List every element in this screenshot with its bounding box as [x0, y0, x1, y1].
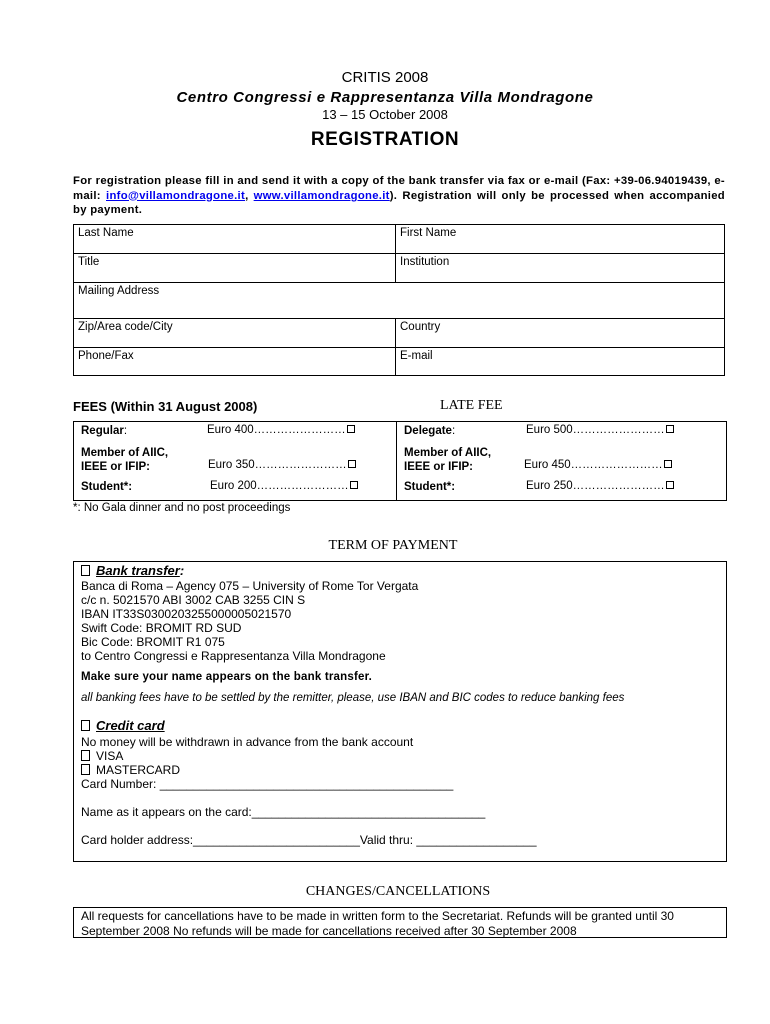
name-note: Make sure your name appears on the bank transfer.: [81, 671, 373, 683]
bank-transfer-colon: :: [179, 563, 185, 578]
bank-line: to Centro Congressi e Rappresentanza Villa Mondragone: [81, 649, 386, 663]
row-phone: [74, 348, 724, 375]
country-field[interactable]: Country: [400, 321, 441, 333]
intro-text-before: For registration please fill in and send it with a copy of the bank transfer via fax or e-mail (Fax: +39-06.94019439, e-mail:: [73, 175, 725, 202]
mastercard-label: MASTERCARD: [96, 763, 181, 777]
late-fee-delegate-amount: [526, 424, 674, 436]
institution-field[interactable]: Institution: [400, 256, 450, 268]
row-zip: [74, 319, 724, 348]
late-fee-delegate-amount-text: Euro 500……………………: [526, 424, 665, 436]
website-link[interactable]: www.villamondragone.it: [253, 189, 390, 202]
email-link[interactable]: info@villamondragone.it: [106, 189, 246, 202]
bank-line: c/c n. 5021570 ABI 3002 CAB 3255 CIN S: [81, 593, 306, 607]
bank-line: IBAN IT33S0300203255000005021570: [81, 607, 292, 621]
late-fee-delegate-label: [404, 424, 455, 438]
bank-line: Bic Code: BROMIT R1 075: [81, 635, 225, 649]
name-on-card-field[interactable]: Name as it appears on the card:___________________________________: [81, 805, 486, 819]
fee-regular-colon: :: [123, 425, 128, 437]
fee-member-label: Member of AIIC, IEEE or IFIP:: [81, 447, 169, 473]
late-fee-member-amount-text: Euro 450……………………: [524, 459, 663, 471]
fees-title: FEES (Within 31 August 2008): [73, 399, 258, 414]
row-address: [74, 283, 724, 319]
bank-transfer-label: Bank transfer: [96, 563, 180, 578]
fee-member-amount: [208, 459, 356, 471]
credit-card-option[interactable]: [81, 719, 165, 733]
fee-regular-amount: [207, 424, 355, 436]
late-fee-student-amount-text: Euro 250……………………: [526, 480, 665, 492]
last-name-field[interactable]: Last Name: [74, 225, 396, 253]
fee-footnote: *: No Gala dinner and no post proceedings: [73, 502, 291, 514]
visa-label: VISA: [96, 749, 124, 763]
mailing-address-field[interactable]: Mailing Address: [78, 285, 160, 297]
bank-line: Swift Code: BROMIT RD SUD: [81, 621, 242, 635]
bank-transfer-option[interactable]: [81, 564, 184, 578]
late-fee-title: LATE FEE: [440, 398, 503, 413]
fees-divider: [396, 422, 397, 500]
visa-option[interactable]: [81, 749, 123, 763]
changes-box: All requests for cancellations have to be made in written form to the Secretariat. Refunds will be granted until 30 September 2008 No refunds will be made for cancellations received after 30 September 2008: [73, 907, 727, 938]
bank-line: Banca di Roma – Agency 075 – University of Rome Tor Vergata: [81, 579, 419, 593]
event-title: CRITIS 2008: [341, 69, 429, 86]
valid-thru-field[interactable]: Valid thru: __________________: [359, 833, 537, 847]
fee-member-amount-text: Euro 350……………………: [208, 459, 347, 471]
late-fee-member-checkbox[interactable]: [664, 460, 672, 468]
late-fee-member-label: Member of AIIC, IEEE or IFIP:: [404, 447, 492, 473]
fee-regular-checkbox[interactable]: [347, 425, 355, 433]
fee-student: [81, 480, 391, 496]
late-fee-member: [404, 446, 724, 476]
late-fee-member-amount: [524, 459, 672, 471]
late-fee-student-checkbox[interactable]: [666, 481, 674, 489]
registration-heading: REGISTRATION: [310, 129, 460, 150]
title-field[interactable]: Title: [74, 254, 396, 282]
mastercard-checkbox[interactable]: [81, 764, 90, 775]
event-dates: 13 – 15 October 2008: [322, 107, 448, 122]
late-fee-student-label: Student*:: [404, 481, 456, 493]
banking-fees-note: all banking fees have to be settled by the remitter, please, use IBAN and BIC codes to reduce banking fees: [81, 692, 625, 704]
fee-student-label: Student*:: [81, 481, 133, 493]
late-fee-delegate-checkbox[interactable]: [666, 425, 674, 433]
fee-student-checkbox[interactable]: [350, 481, 358, 489]
credit-card-label: Credit card: [96, 718, 165, 733]
term-of-payment-title: TERM OF PAYMENT: [328, 538, 458, 553]
card-number-field[interactable]: Card Number: ____________________________________________: [81, 777, 454, 791]
row-name: [74, 225, 724, 254]
intro-separator: ,: [245, 189, 254, 202]
intro-paragraph: [73, 174, 725, 218]
first-name-field[interactable]: First Name: [400, 227, 457, 239]
email-field[interactable]: E-mail: [400, 350, 433, 362]
fee-regular-amount-text: Euro 400……………………: [207, 424, 346, 436]
phone-fax-field[interactable]: Phone/Fax: [74, 348, 396, 375]
late-fee-delegate: [404, 424, 724, 440]
late-fee-student: [404, 480, 724, 496]
late-fee-delegate-label-text: Delegate: [404, 425, 452, 437]
changes-title: CHANGES/CANCELLATIONS: [305, 884, 491, 899]
zip-city-field[interactable]: Zip/Area code/City: [74, 319, 396, 347]
fee-regular: [81, 424, 391, 440]
fee-member: [81, 446, 391, 476]
fee-student-amount: [210, 480, 358, 492]
row-title: [74, 254, 724, 283]
late-fee-delegate-colon: :: [451, 425, 456, 437]
fee-regular-label-text: Regular: [81, 425, 124, 437]
mastercard-option[interactable]: [81, 763, 180, 777]
no-money-note: No money will be withdrawn in advance from the bank account: [81, 735, 414, 749]
fee-regular-label: [81, 424, 127, 438]
holder-address-field[interactable]: Card holder address:_________________________: [81, 833, 360, 847]
visa-checkbox[interactable]: [81, 750, 90, 761]
fee-member-checkbox[interactable]: [348, 460, 356, 468]
bank-transfer-checkbox[interactable]: [81, 565, 90, 576]
intro-text-after: ). Registration will only be processed when accompanied by payment.: [73, 189, 725, 217]
late-fee-student-amount: [526, 480, 674, 492]
credit-card-checkbox[interactable]: [81, 720, 90, 731]
venue-title: Centro Congressi e Rappresentanza Villa Mondragone: [176, 89, 594, 106]
personal-data-table: [73, 224, 725, 376]
payment-box: [73, 561, 727, 862]
fee-student-amount-text: Euro 200……………………: [210, 480, 349, 492]
card-details-row: [81, 833, 537, 847]
fees-table: [73, 421, 727, 501]
